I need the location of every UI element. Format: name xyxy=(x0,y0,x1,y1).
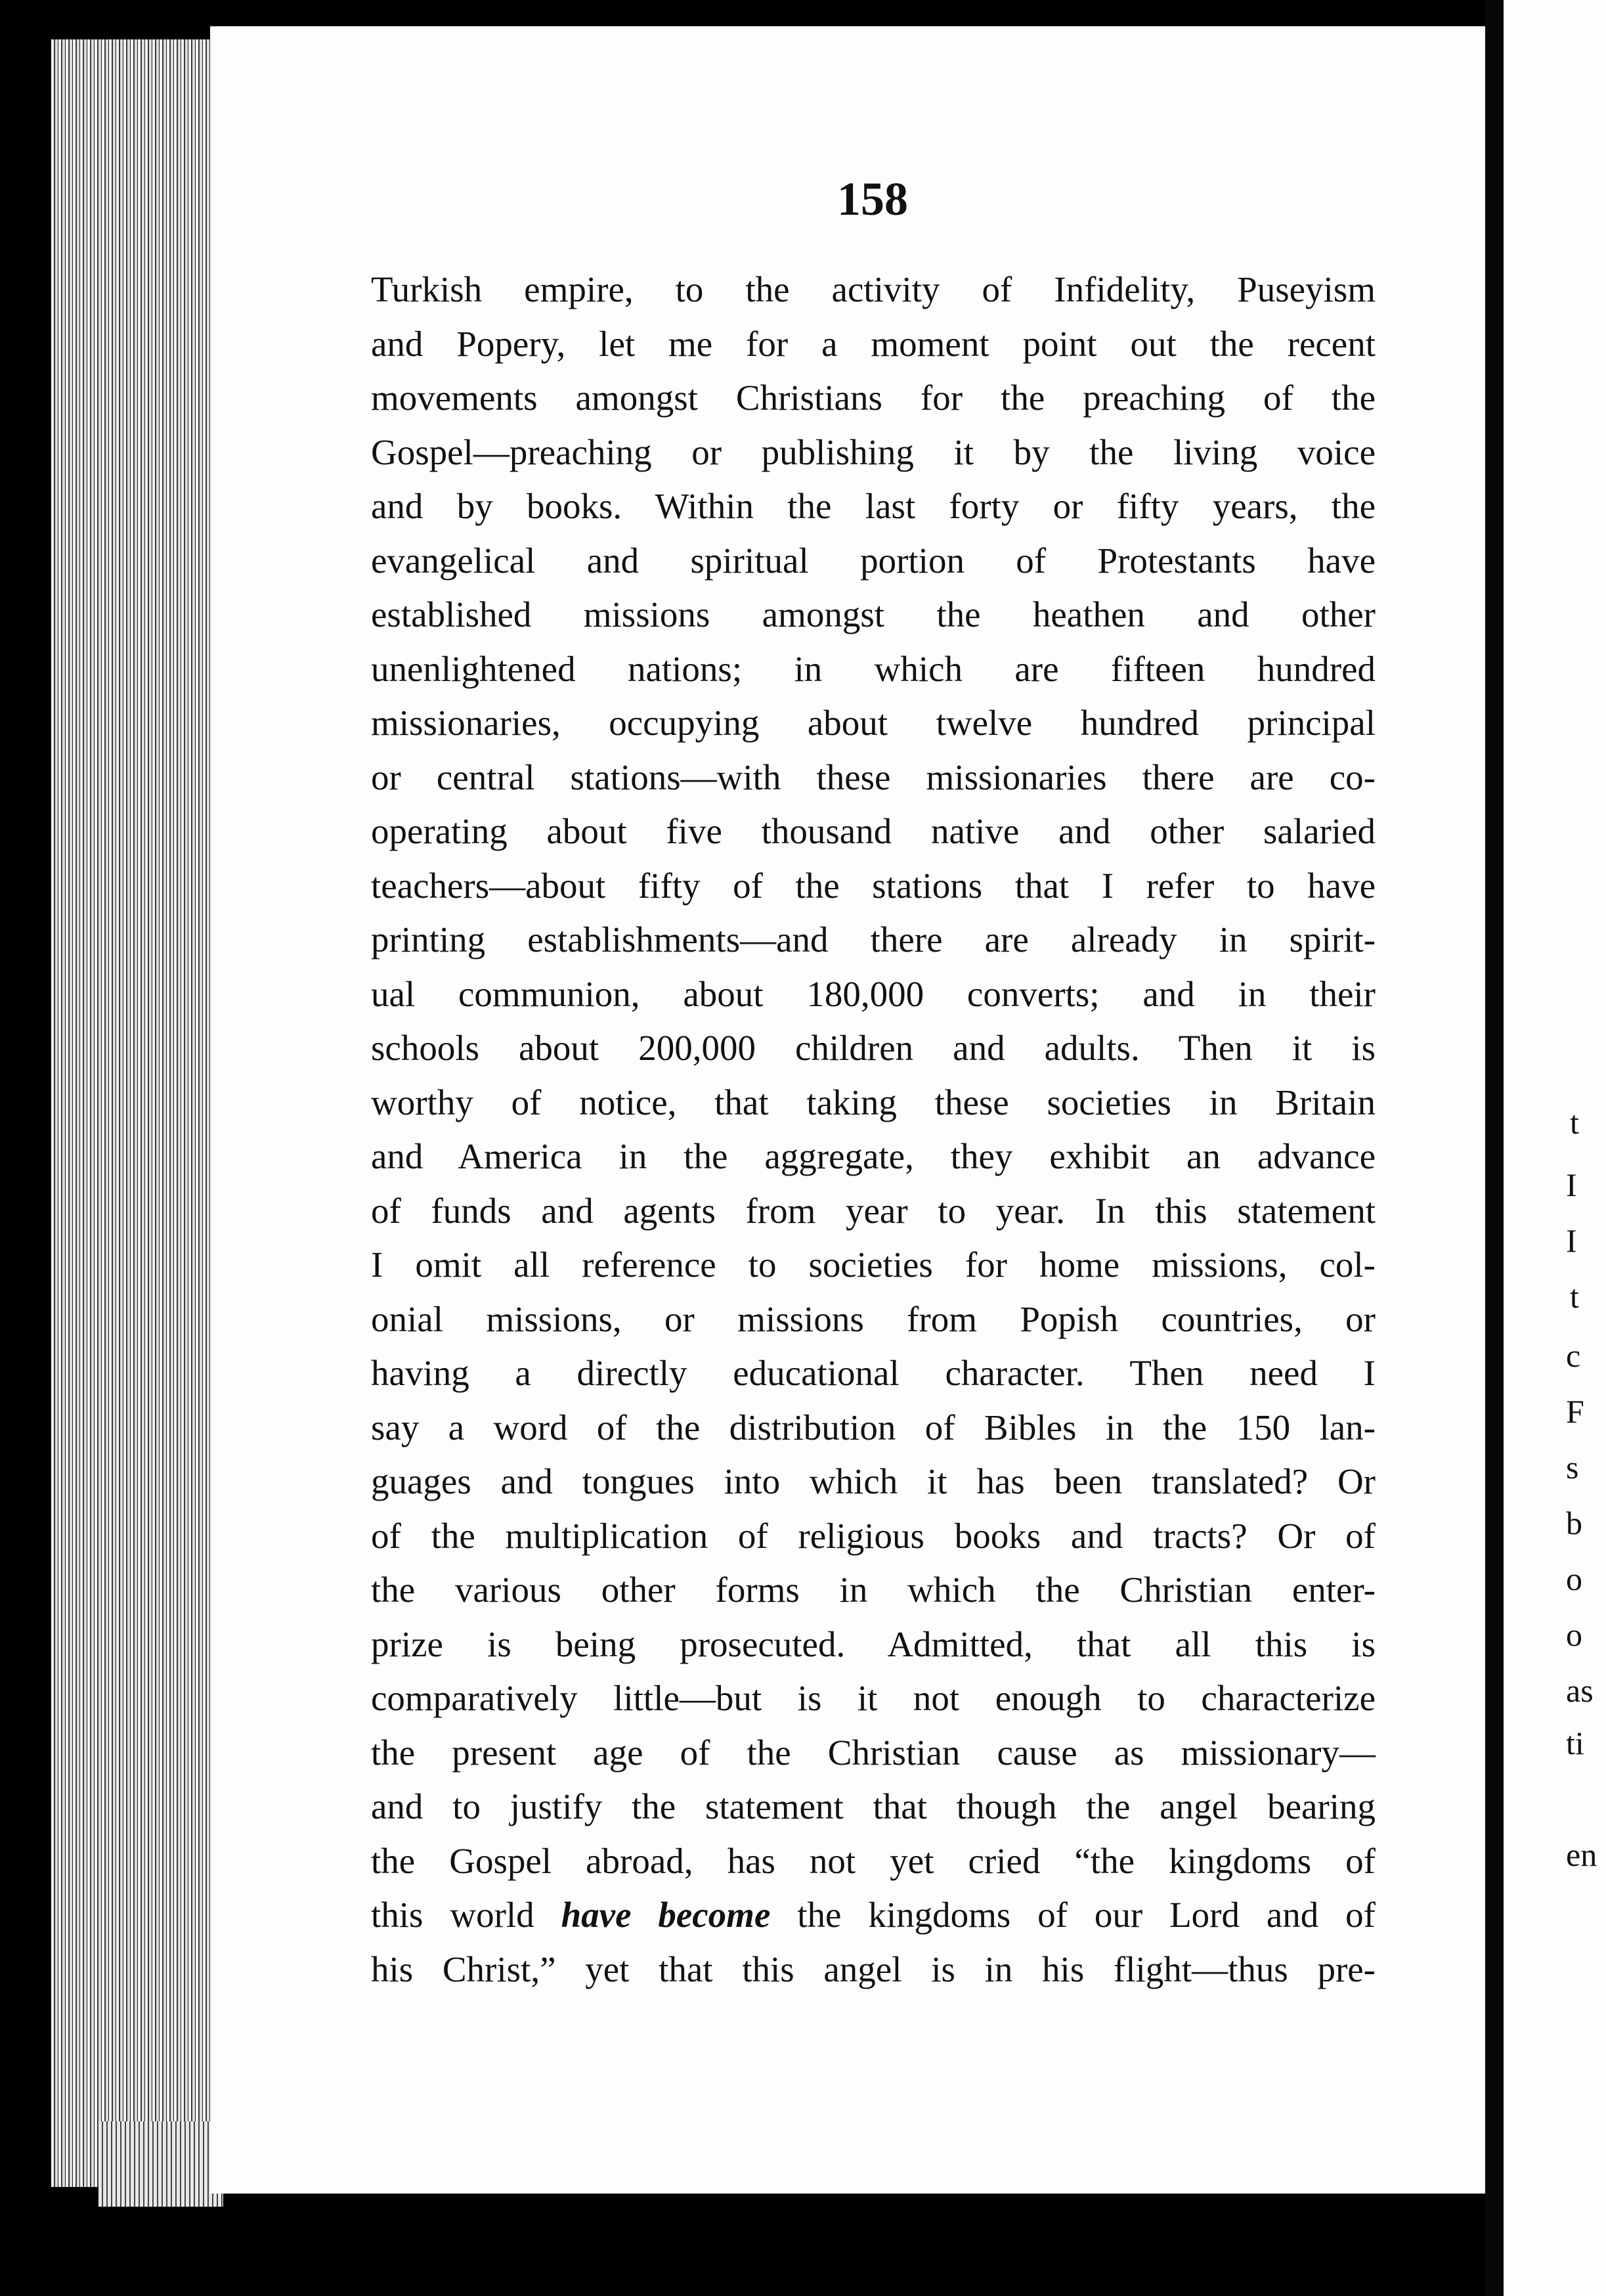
body-text xyxy=(371,263,1376,1997)
text-line: Turkish empire, to the activity of Infidelity, Puseyism xyxy=(371,269,1376,309)
text-line: unenlightened nations; in which are fifteen hundred xyxy=(371,648,1376,689)
text-line: and by books. Within the last forty or fifty years, the xyxy=(371,486,1376,526)
facing-fragment: t xyxy=(1570,1278,1579,1315)
facing-fragment: as xyxy=(1566,1672,1594,1709)
text-line: the present age of the Christian cause as missionary— xyxy=(371,1732,1376,1773)
text-line: established missions amongst the heathen and other xyxy=(371,594,1376,634)
text-line: his Christ,” yet that this angel is in his flight—thus pre- xyxy=(371,1949,1376,1989)
text-line: teachers—about fifty of the stations that I refer to have xyxy=(371,865,1376,906)
facing-fragment: ti xyxy=(1566,1725,1584,1761)
line-part: the kingdoms of our Lord and of xyxy=(770,1895,1376,1935)
text-line: the Gospel abroad, has not yet cried “the kingdoms of xyxy=(371,1840,1376,1881)
text-line: Gospel—preaching or publishing it by the living voice xyxy=(371,431,1376,472)
facing-fragment: I xyxy=(1566,1222,1577,1259)
line-part: this world xyxy=(371,1895,561,1935)
text-line: printing establishments—and there are already in spirit- xyxy=(371,919,1376,960)
text-line-emphasis xyxy=(371,1888,1376,1943)
text-line: missionaries, occupying about twelve hundred principal xyxy=(371,703,1376,743)
facing-page xyxy=(1504,0,1606,2296)
text-line: of funds and agents from year to year. In this statement xyxy=(371,1190,1376,1231)
text-line: say a word of the distribution of Bibles in the 150 lan- xyxy=(371,1407,1376,1447)
text-line: movements amongst Christians for the preaching of the xyxy=(371,378,1376,418)
text-line: schools about 200,000 children and adults. Then it is xyxy=(371,1028,1376,1068)
text-line: and America in the aggregate, they exhibit an advance xyxy=(371,1136,1376,1176)
text-line: I omit all reference to societies for home missions, col- xyxy=(371,1245,1376,1285)
text-line: onial missions, or missions from Popish countries, or xyxy=(371,1298,1376,1339)
facing-fragment: s xyxy=(1566,1449,1579,1486)
facing-fragment: b xyxy=(1566,1505,1582,1541)
book-gutter xyxy=(1485,0,1505,2296)
emphasis-text: have become xyxy=(561,1895,771,1935)
facing-fragment: en xyxy=(1566,1836,1597,1873)
text-line: prize is being prosecuted. Admitted, that all this is xyxy=(371,1623,1376,1664)
page-edges xyxy=(51,39,215,2187)
text-line: guages and tongues into which it has been translated? Or xyxy=(371,1461,1376,1501)
facing-fragment: c xyxy=(1566,1337,1581,1374)
text-line: and Popery, let me for a moment point out the recent xyxy=(371,323,1376,364)
facing-fragment: o xyxy=(1566,1616,1582,1653)
text-line: comparatively little—but is it not enough to characterize xyxy=(371,1678,1376,1718)
page-number: 158 xyxy=(837,173,908,225)
text-line: operating about five thousand native and other salaried xyxy=(371,811,1376,851)
facing-fragment: I xyxy=(1566,1166,1577,1203)
text-line: evangelical and spiritual portion of Protestants have xyxy=(371,540,1376,581)
text-line: and to justify the statement that though the angel bearing xyxy=(371,1786,1376,1826)
facing-fragment: F xyxy=(1566,1393,1584,1430)
page-edges-bottom xyxy=(98,2121,223,2207)
text-line: ual communion, about 180,000 converts; and in their xyxy=(371,973,1376,1014)
text-line: or central stations—with these missionaries there are co- xyxy=(371,757,1376,797)
facing-fragment: o xyxy=(1566,1560,1582,1597)
facing-fragment: t xyxy=(1570,1104,1579,1141)
text-line: the various other forms in which the Christian enter- xyxy=(371,1570,1376,1610)
text-line: having a directly educational character. Then need I xyxy=(371,1353,1376,1393)
text-line: of the multiplication of religious books and tracts? Or of xyxy=(371,1515,1376,1556)
text-line: worthy of notice, that taking these societies in Britain xyxy=(371,1082,1376,1122)
